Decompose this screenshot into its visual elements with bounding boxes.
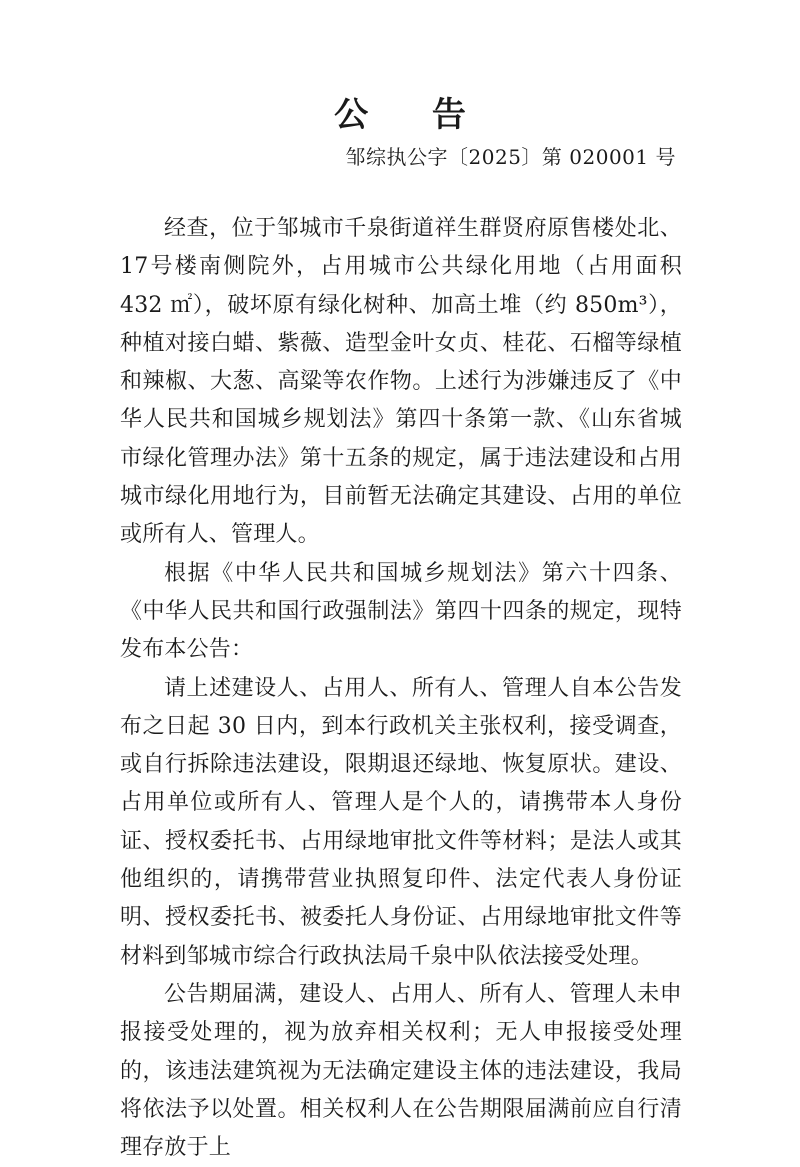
paragraph-requirements: 请上述建设人、占用人、所有人、管理人自本公告发布之日起 30 日内，到本行政机关主张权利，接受调查，或自行拆除违法建设，限期退还绿地、恢复原状。建设、占用单位或所有人、管理人是个人的，请携带本人身份证、授权委托书、占用绿地审批文件等材料；是法人或其他组织的，请携带营业执照复印件、法定代表人身份证明、授权委托书、被委托人身份证、占用绿地审批文件等材料到邹城市综合行政执法局千泉中队依法接受处理。: [120, 675, 682, 969]
notice-title: 公 告: [334, 95, 492, 135]
paragraph-findings: 经查，位于邹城市千泉街道祥生群贤府原售楼处北、17号楼南侧院外，占用城市公共绿化用地（占用面积 432 ㎡），破坏原有绿化树种、加高土堆（约 850m³），种植对接白蜡、紫薇、造型金叶女贞、桂花、石榴等绿植和辣椒、大葱、高粱等农作物。上述行为涉嫌违反了《中华人民共和国城乡规划法》第四十条第一款、《山东省城市绿化管理办法》第十五条的规定，属于违法建设和占用城市绿化用地行为，目前暂无法确定其建设、占用的单位或所有人、管理人。: [120, 216, 682, 548]
notice-body: [120, 210, 682, 1167]
document-number: 邹综执公字〔2025〕第 020001 号: [345, 145, 676, 169]
paragraph-consequences: 公告期届满，建设人、占用人、所有人、管理人未申报接受处理的，视为放弃相关权利；无人申报接受处理的，该违法建筑视为无法确定建设主体的违法建设，我局将依法予以处置。相关权利人在公告期限届满前应自行清理存放于上: [120, 981, 682, 1161]
paragraph-legal-basis: 根据《中华人民共和国城乡规划法》第六十四条、《中华人民共和国行政强制法》第四十四条的规定，现特发布本公告：: [120, 560, 682, 663]
